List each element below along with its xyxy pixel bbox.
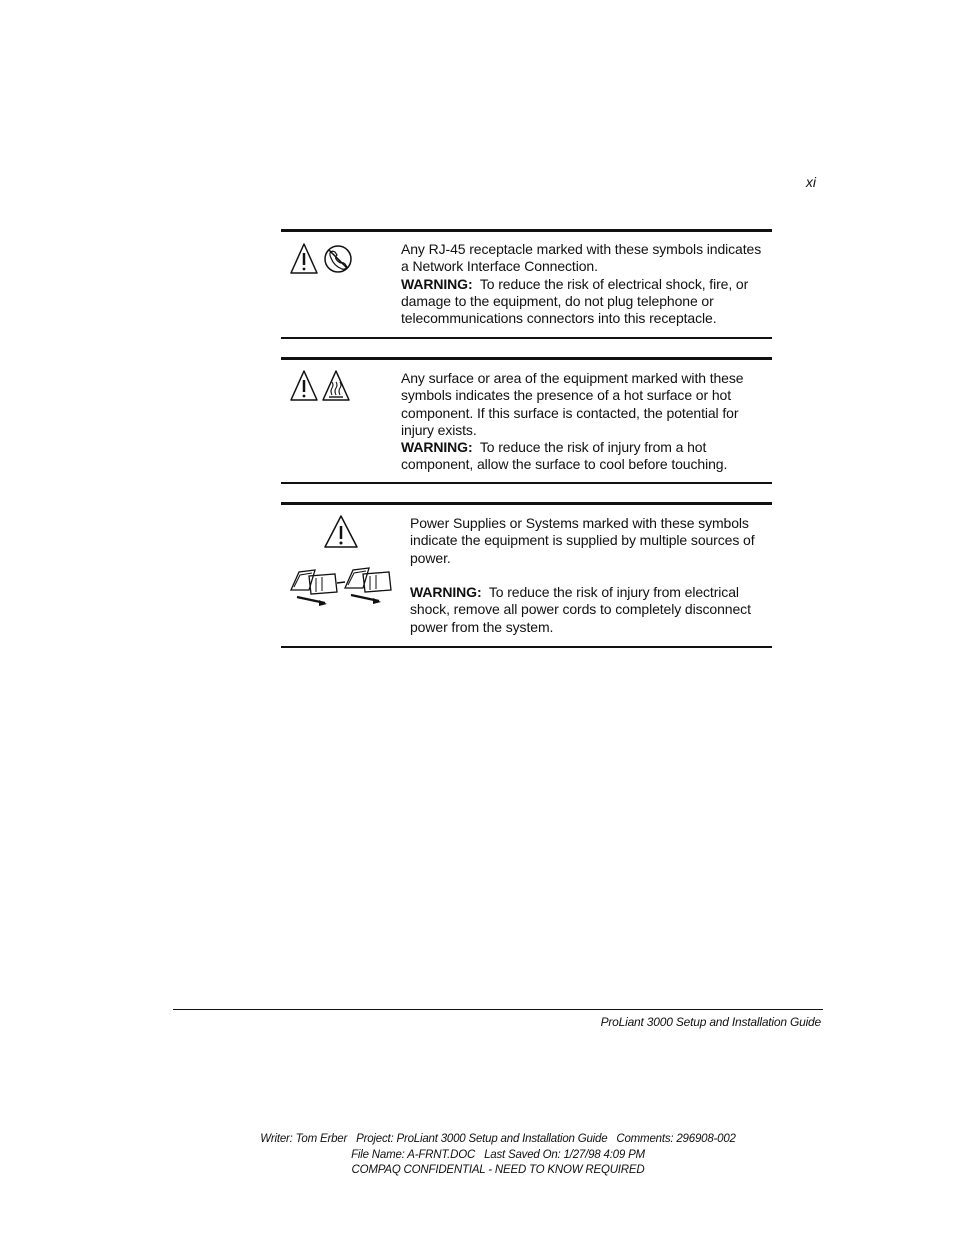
symbol-row-rj45 <box>281 229 772 339</box>
row-text <box>410 515 760 636</box>
row-warning <box>401 276 771 328</box>
warning-label: WARNING: <box>401 439 473 456</box>
power-cord-plug-icon <box>345 568 391 604</box>
row-description: Power Supplies or Systems marked with these symbols indicate the equipment is supplied by multiple sources of power. <box>410 515 755 566</box>
row-description: Any RJ-45 receptacle marked with these symbols indicates a Network Interface Connection. <box>401 241 762 275</box>
warning-label: WARNING: <box>401 275 473 292</box>
symbol-row-hot-surface <box>281 357 772 484</box>
power-cord-plug-icon <box>291 570 345 606</box>
row-text <box>401 241 771 327</box>
document-info-line-2 <box>0 1148 954 1164</box>
document-info-text: File Name: A-FRNT.DOC Last Saved On: 1/27/98 4:09 PM <box>351 1149 645 1161</box>
footer-rule <box>173 1009 823 1010</box>
document-info-line-3 <box>0 1163 954 1179</box>
hot-surface-icon <box>323 371 349 400</box>
warning-triangle-icon <box>291 244 317 273</box>
row-text <box>401 370 771 474</box>
warning-text: To reduce the risk of injury from electrical shock, remove all power cords to completely disconnect power from the system. <box>410 584 751 635</box>
document-info-line-1 <box>0 1132 954 1148</box>
warning-text: To reduce the risk of injury from a hot component, allow the surface to cool before touching. <box>401 439 728 473</box>
paragraph-spacer <box>410 567 760 584</box>
document-info-text: Writer: Tom Erber Project: ProLiant 3000 Setup and Installation Guide Comments: 296908-002 <box>260 1133 736 1145</box>
page-number: xi <box>805 174 816 190</box>
row-warning <box>410 584 760 636</box>
row-description: Any surface or area of the equipment marked with these symbols indicates the presence of a hot surface or hot component. If this surface is contacted, the potential for injury exists. <box>401 370 744 438</box>
no-telephone-icon <box>325 246 351 272</box>
row-icons <box>289 369 369 410</box>
document-info-text: COMPAQ CONFIDENTIAL - NEED TO KNOW REQUIRED <box>351 1164 645 1176</box>
row-icons <box>289 242 369 283</box>
row-warning <box>401 439 771 474</box>
warning-text: To reduce the risk of electrical shock, fire, or damage to the equipment, do not plug telephone or telecommunications connectors into this receptacle. <box>401 275 749 327</box>
warning-label: WARNING: <box>410 584 482 601</box>
warning-triangle-icon <box>291 371 317 400</box>
row-icons <box>281 514 401 614</box>
footer-title: ProLiant 3000 Setup and Installation Guide <box>600 1015 821 1029</box>
warning-triangle-icon <box>325 516 357 547</box>
symbol-row-multiple-power <box>281 502 772 648</box>
